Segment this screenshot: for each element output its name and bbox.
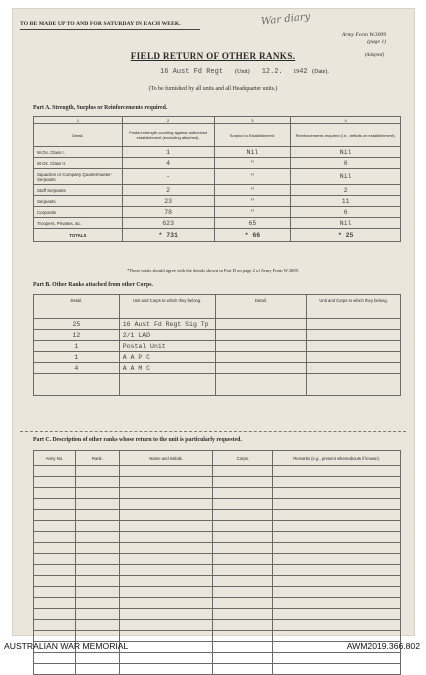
table-row (34, 620, 401, 631)
surplus-value: " (214, 158, 291, 169)
subtitle: (To be furnished by all units and all Headquarter units.) (148, 86, 278, 92)
surplus-value: " (214, 185, 291, 196)
empty-cell (213, 466, 273, 477)
table-row (34, 341, 401, 352)
row-detail: W.Os. Class I. (34, 147, 123, 158)
empty-cell (119, 543, 213, 554)
reinf-value: 6 (291, 158, 401, 169)
table-row (34, 185, 401, 196)
table-row (34, 598, 401, 609)
empty-cell (213, 620, 273, 631)
footer-accession: AWM2019.366.802 (346, 641, 420, 651)
empty-cell (273, 554, 401, 565)
posted-value: 78 (122, 207, 214, 218)
empty-cell (119, 554, 213, 565)
empty-cell (307, 352, 401, 363)
table-row (34, 319, 401, 330)
empty-cell (213, 587, 273, 598)
empty-cell (307, 363, 401, 374)
empty-cell (119, 499, 213, 510)
empty-cell (75, 587, 119, 598)
part-c-heading: Part C. Description of other ranks whose return to the unit is particularly requested. (33, 437, 242, 443)
table-row (34, 158, 401, 169)
part-b-heading: Part B. Other Ranks attached from other Corps. (33, 282, 153, 288)
table-row (34, 477, 401, 488)
empty-cell (273, 466, 401, 477)
table-row (34, 488, 401, 499)
surplus-value: " (214, 169, 291, 185)
empty-cell (75, 576, 119, 587)
date-year: 42 (299, 68, 308, 76)
date-value: 12.2. (261, 68, 283, 76)
row-detail: Serjeants (34, 196, 123, 207)
col-header: Unit and Corps to which they belong. (307, 295, 401, 319)
form-title: FIELD RETURN OF OTHER RANKS. (130, 51, 296, 61)
totals-star: * (244, 231, 249, 239)
part-b-table (33, 294, 401, 396)
empty-cell (215, 330, 307, 341)
table-row (34, 147, 401, 158)
reinf-value: 11 (291, 196, 401, 207)
empty-cell (273, 488, 401, 499)
header-row (34, 295, 401, 319)
totals-reinf (291, 229, 401, 242)
col-header: Remarks (e.g., present whereabouts if known). (273, 451, 401, 466)
empty-cell (34, 521, 76, 532)
empty-cell (34, 653, 76, 664)
table-row (34, 565, 401, 576)
empty-cell (75, 510, 119, 521)
empty-cell (273, 587, 401, 598)
empty-cell (119, 653, 213, 664)
empty-cell (213, 653, 273, 664)
attached-unit: 2/1 LAD (119, 330, 215, 341)
attached-unit: A A M C (119, 363, 215, 374)
instruction-text: TO BE MADE UP TO AND FOR SATURDAY IN EACH WEEK. (20, 21, 181, 27)
unit-date-line (160, 68, 329, 76)
form-reference (342, 32, 386, 46)
table-row (34, 510, 401, 521)
empty-cell (34, 499, 76, 510)
empty-cell (273, 631, 401, 642)
empty-cell (34, 587, 76, 598)
col-header: Rank. (75, 451, 119, 466)
empty-cell (215, 341, 307, 352)
empty-cell (273, 543, 401, 554)
posted-value: 1 (122, 147, 214, 158)
table-row (34, 554, 401, 565)
empty-cell (75, 499, 119, 510)
col-number: 4 (291, 117, 401, 124)
row-detail: Corporals (34, 207, 123, 218)
empty-cell (215, 352, 307, 363)
totals-posted (122, 229, 214, 242)
col-header: Army No. (34, 451, 76, 466)
col-header: Reinforcements required (i.e., deficits on establishment). (291, 124, 401, 147)
empty-cell (273, 598, 401, 609)
empty-cell (213, 664, 273, 675)
empty-cell (75, 565, 119, 576)
table-row (34, 653, 401, 664)
reinf-value: 2 (291, 185, 401, 196)
empty-cell (34, 609, 76, 620)
section-divider (20, 431, 406, 432)
empty-cell (213, 521, 273, 532)
empty-cell (213, 631, 273, 642)
surplus-value: " (214, 196, 291, 207)
totals-reinf-value: 25 (345, 231, 354, 239)
table-row (34, 374, 401, 396)
empty-cell (213, 488, 273, 499)
empty-cell (119, 598, 213, 609)
row-detail: W.Os. Class II. (34, 158, 123, 169)
empty-cell (307, 374, 401, 396)
col-header: Posted strength counting against authorized establishment (excluding attached). (122, 124, 214, 147)
posted-value: 623 (122, 218, 214, 229)
table-row (34, 499, 401, 510)
attached-unit: A A P C (119, 352, 215, 363)
column-number-row (34, 117, 401, 124)
empty-cell (213, 609, 273, 620)
surplus-value: Nil (214, 147, 291, 158)
col-header: Corps. (213, 451, 273, 466)
empty-cell (34, 631, 76, 642)
empty-cell (119, 466, 213, 477)
empty-cell (75, 664, 119, 675)
empty-cell (273, 609, 401, 620)
empty-cell (75, 521, 119, 532)
empty-cell (119, 576, 213, 587)
empty-cell (273, 477, 401, 488)
instruction-underline (20, 29, 200, 30)
attached-unit: 16 Aust Fd Regt Sig Tp (119, 319, 215, 330)
surplus-value: " (214, 207, 291, 218)
table-row (34, 218, 401, 229)
col-header: Surplus to Establishment. (214, 124, 291, 147)
empty-cell (213, 543, 273, 554)
part-a-heading: Part A. Strength, Surplus or Reinforcements required. (33, 105, 168, 111)
empty-cell (75, 631, 119, 642)
table-row (34, 196, 401, 207)
empty-cell (119, 521, 213, 532)
empty-cell (34, 565, 76, 576)
empty-cell (119, 532, 213, 543)
attached-detail: 25 (34, 319, 120, 330)
attached-detail: 1 (34, 352, 120, 363)
date-label: (Date). (312, 69, 329, 75)
empty-cell (215, 363, 307, 374)
col-number: 3 (214, 117, 291, 124)
row-detail: Squadron or Company Quartermaster-Serjeants (34, 169, 123, 185)
empty-cell (307, 319, 401, 330)
empty-cell (213, 565, 273, 576)
empty-cell (273, 532, 401, 543)
attached-detail: 4 (34, 363, 120, 374)
empty-cell (34, 532, 76, 543)
adopted-label: (Adopted) (364, 53, 384, 58)
empty-cell (273, 620, 401, 631)
empty-cell (75, 532, 119, 543)
table-row (34, 521, 401, 532)
empty-cell (213, 576, 273, 587)
empty-cell (34, 554, 76, 565)
posted-value: 4 (122, 158, 214, 169)
empty-cell (75, 477, 119, 488)
empty-cell (213, 477, 273, 488)
empty-cell (273, 565, 401, 576)
totals-posted-value: 731 (166, 231, 178, 239)
reinf-value: Nil (291, 169, 401, 185)
table-row (34, 330, 401, 341)
empty-cell (34, 374, 120, 396)
empty-cell (75, 620, 119, 631)
table-row (34, 466, 401, 477)
empty-cell (273, 521, 401, 532)
empty-cell (307, 330, 401, 341)
empty-cell (307, 341, 401, 352)
table-row (34, 631, 401, 642)
date-prefix: 19 (293, 69, 300, 75)
totals-surplus-value: 66 (252, 231, 261, 239)
header-row (34, 451, 401, 466)
unit-label: (Unit) (235, 69, 250, 75)
empty-cell (34, 576, 76, 587)
empty-cell (75, 609, 119, 620)
table-row (34, 532, 401, 543)
totals-star: * (337, 231, 342, 239)
totals-label: TOTALS (34, 229, 123, 242)
attached-detail: 1 (34, 341, 120, 352)
empty-cell (213, 499, 273, 510)
reinf-value: 6 (291, 207, 401, 218)
posted-value: 2 (122, 185, 214, 196)
empty-cell (119, 510, 213, 521)
col-header: Unit and Corps to which they belong. (119, 295, 215, 319)
empty-cell (119, 374, 215, 396)
empty-cell (34, 466, 76, 477)
posted-value: 23 (122, 196, 214, 207)
empty-cell (119, 477, 213, 488)
empty-cell (119, 587, 213, 598)
attached-unit: Postal Unit (119, 341, 215, 352)
part-a-table (33, 116, 401, 242)
col-header: Name and Initials. (119, 451, 213, 466)
header-row (34, 124, 401, 147)
row-detail: Staff Serjeants (34, 185, 123, 196)
empty-cell (213, 554, 273, 565)
empty-cell (34, 477, 76, 488)
empty-cell (75, 598, 119, 609)
surplus-value: 65 (214, 218, 291, 229)
empty-cell (34, 664, 76, 675)
totals-star: * (158, 231, 163, 239)
footer-credit: AUSTRALIAN WAR MEMORIAL (4, 641, 129, 651)
empty-cell (215, 374, 307, 396)
empty-cell (34, 488, 76, 499)
empty-cell (119, 609, 213, 620)
empty-cell (119, 488, 213, 499)
empty-cell (213, 532, 273, 543)
table-row (34, 352, 401, 363)
reinf-value: Nil (291, 218, 401, 229)
empty-cell (75, 543, 119, 554)
empty-cell (273, 510, 401, 521)
col-number: 2 (122, 117, 214, 124)
col-number: 1 (34, 117, 123, 124)
col-header: Detail. (34, 124, 123, 147)
reinf-value: Nil (291, 147, 401, 158)
empty-cell (213, 510, 273, 521)
empty-cell (34, 598, 76, 609)
row-detail: Troopers, Privates, &c. (34, 218, 123, 229)
empty-cell (119, 631, 213, 642)
table-row (34, 664, 401, 675)
posted-value: - (122, 169, 214, 185)
empty-cell (75, 488, 119, 499)
table-row (34, 576, 401, 587)
totals-row (34, 229, 401, 242)
empty-cell (75, 466, 119, 477)
empty-cell (119, 620, 213, 631)
handwritten-note: War diary (260, 11, 311, 28)
empty-cell (34, 620, 76, 631)
table-row (34, 169, 401, 185)
empty-cell (75, 554, 119, 565)
empty-cell (75, 653, 119, 664)
empty-cell (213, 598, 273, 609)
empty-cell (213, 642, 273, 653)
empty-cell (119, 565, 213, 576)
totals-surplus (214, 229, 291, 242)
unit-value: 16 Aust Fd Regt (160, 68, 224, 76)
col-header: Detail. (34, 295, 120, 319)
table-row (34, 207, 401, 218)
empty-cell (273, 664, 401, 675)
table-row (34, 363, 401, 374)
table-row (34, 609, 401, 620)
empty-cell (34, 543, 76, 554)
page-number: (page 1) (367, 39, 386, 45)
table-row (34, 587, 401, 598)
empty-cell (273, 653, 401, 664)
empty-cell (119, 664, 213, 675)
attached-detail: 12 (34, 330, 120, 341)
empty-cell (119, 642, 213, 653)
form-number: Army Form W.3009 (341, 32, 386, 38)
empty-cell (215, 319, 307, 330)
table-row (34, 543, 401, 554)
empty-cell (273, 499, 401, 510)
empty-cell (273, 576, 401, 587)
empty-cell (34, 510, 76, 521)
totals-note: *These totals should agree with the details shown in Part D on page 2 of Army Form W.3009. (126, 268, 300, 273)
col-header: Detail. (215, 295, 307, 319)
